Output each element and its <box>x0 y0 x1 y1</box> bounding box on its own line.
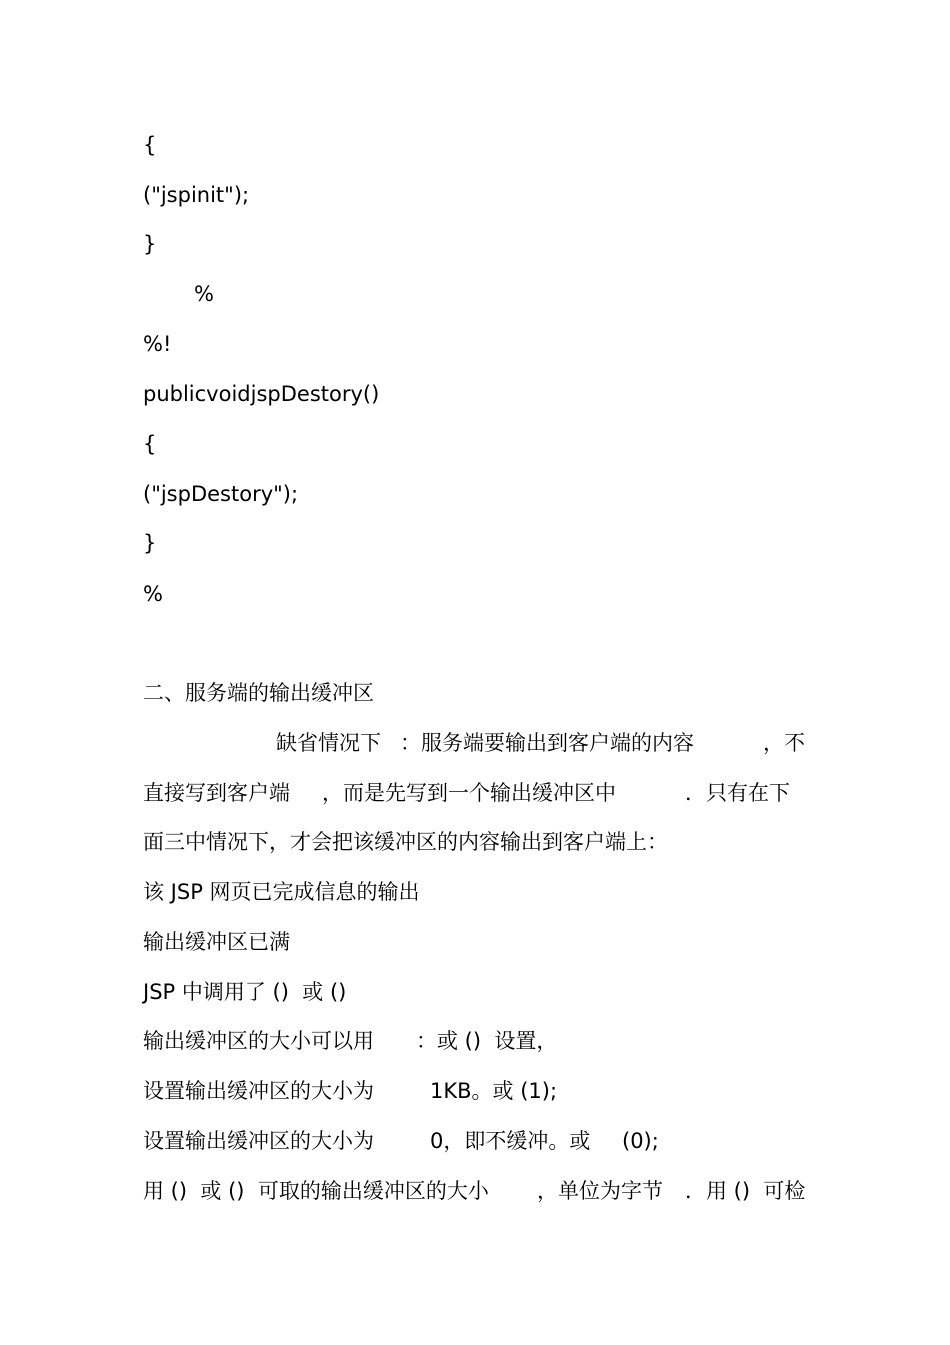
paragraph-text: ，不 <box>763 731 805 755</box>
section-heading: 二、服务端的输出缓冲区 <box>143 681 374 705</box>
paragraph-text: ：或 () 设置， <box>416 1029 558 1053</box>
paragraph-line <box>0 1027 950 1055</box>
paragraph-text: ，单位为字节 <box>537 1179 663 1203</box>
code-percent-bang: %! <box>143 332 172 356</box>
code-percent: % <box>194 282 214 306</box>
paragraph-text: (0); <box>622 1129 659 1153</box>
paragraph-text: 设置输出缓冲区的大小为 <box>143 1079 374 1103</box>
paragraph-line <box>0 1077 950 1105</box>
paragraph-text: 输出缓冲区的大小可以用 <box>143 1029 374 1053</box>
code-jspinit-call: ("jspinit"); <box>143 183 250 207</box>
paragraph-text: 0，即不缓冲。或 <box>430 1129 591 1153</box>
paragraph-text: 1KB。或 (1); <box>430 1079 558 1103</box>
list-item: 该 JSP 网页已完成信息的输出 <box>143 880 420 904</box>
paragraph-text: 设置输出缓冲区的大小为 <box>143 1129 374 1153</box>
code-method-signature: publicvoidjspDestory() <box>143 382 380 406</box>
paragraph-line: 面三中情况下，才会把该缓冲区的内容输出到客户端上： <box>143 830 668 854</box>
paragraph-text: 直接写到客户端 <box>143 781 290 805</box>
paragraph-line <box>0 1177 950 1205</box>
list-item: 输出缓冲区已满 <box>143 930 290 954</box>
list-item: JSP 中调用了 () 或 () <box>143 980 347 1004</box>
code-jspdestory-call: ("jspDestory"); <box>143 482 299 506</box>
paragraph-line <box>0 1127 950 1155</box>
paragraph-text: 缺省情况下 <box>276 731 381 755</box>
paragraph-text: ．用 () 可检 <box>685 1179 806 1203</box>
code-percent: % <box>143 582 163 606</box>
code-open-brace: { <box>143 133 157 157</box>
paragraph-line <box>0 779 950 807</box>
paragraph-text: ，而是先写到一个输出缓冲区中 <box>322 781 616 805</box>
code-close-brace: } <box>143 531 157 555</box>
paragraph-line <box>0 729 950 757</box>
paragraph-text: ．只有在下 <box>685 781 790 805</box>
code-close-brace: } <box>143 232 157 256</box>
paragraph-text: ：服务端要输出到客户端的内容 <box>400 731 694 755</box>
paragraph-text: 用 () 或 () 可取的输出缓冲区的大小 <box>143 1179 489 1203</box>
code-open-brace: { <box>143 432 157 456</box>
